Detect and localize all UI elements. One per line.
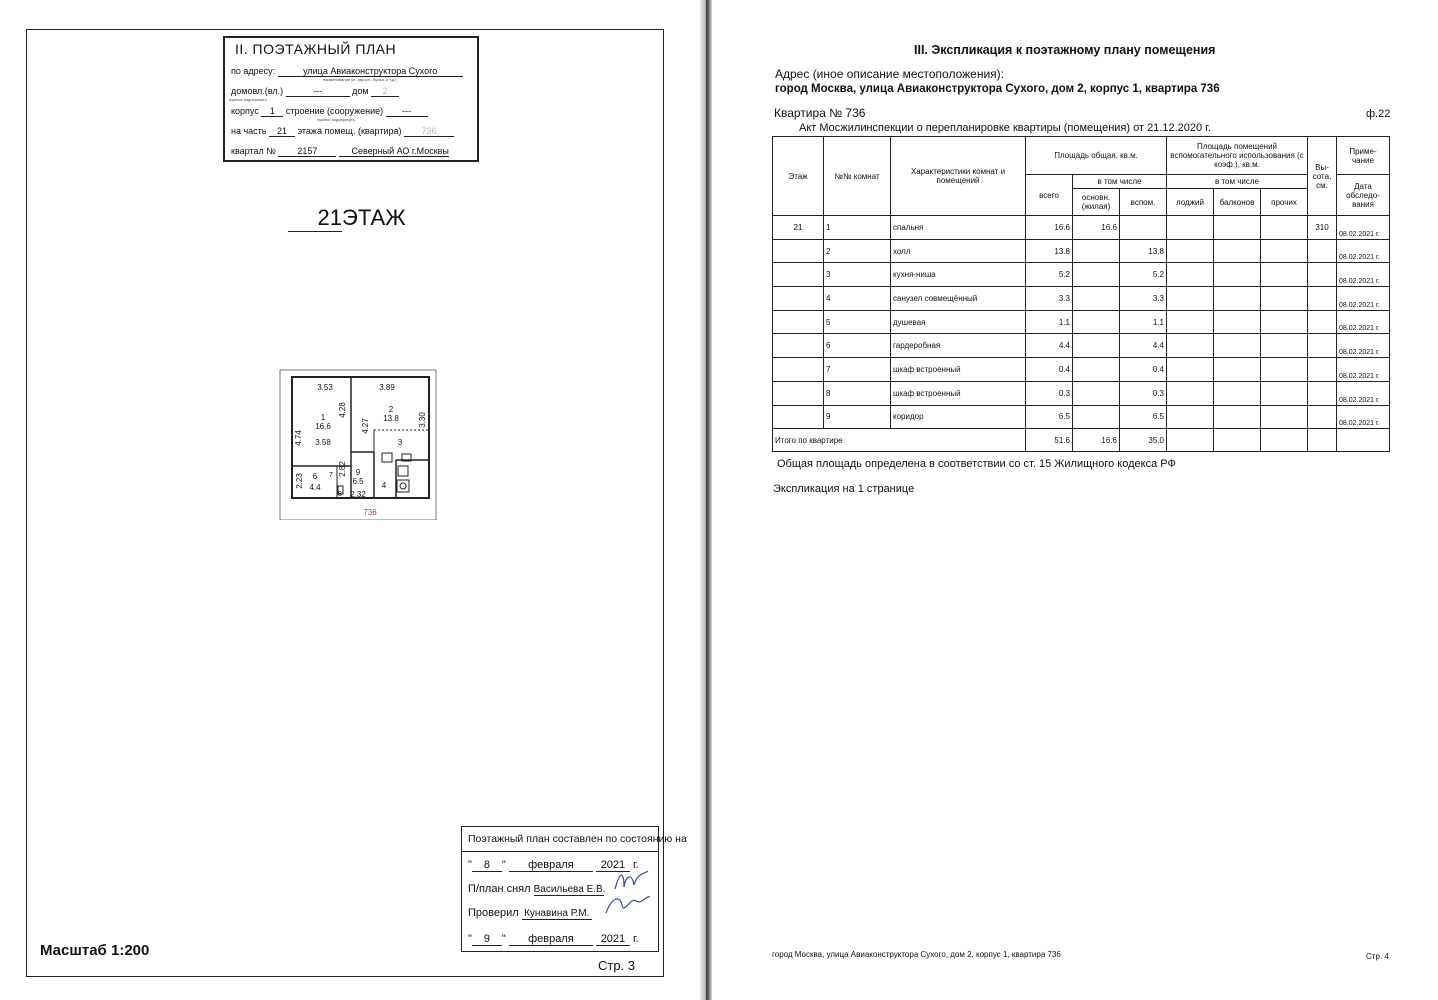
plan-dim-4: 4.27 [361, 418, 370, 434]
cell-room: 6 [824, 334, 891, 358]
floor-plan-page [0, 0, 700, 1000]
cell-main [1073, 381, 1120, 405]
cell-loggias [1167, 358, 1214, 382]
page-gutter [700, 0, 712, 1000]
cell-main [1073, 263, 1120, 287]
kvartal-value: 2157 [278, 146, 336, 157]
cell-main [1073, 358, 1120, 382]
plan-dim-10: 2.32 [350, 490, 366, 499]
stamp-title: II. ПОЭТАЖНЫЙ ПЛАН [235, 41, 397, 57]
address-stamp [223, 36, 479, 162]
cell-height [1308, 381, 1337, 405]
cell-aux: 4.4 [1120, 334, 1167, 358]
cell-height [1308, 310, 1337, 334]
table-row [773, 216, 1390, 240]
cell-date: 08.02.2021 г. [1337, 287, 1390, 311]
cell-loggias [1167, 216, 1214, 240]
th-including-2: в том числе [1167, 175, 1308, 189]
part-label: на часть [231, 126, 267, 136]
cell-date: 08.02.2021 г. [1337, 381, 1390, 405]
footer-address: город Москва, улица Авиаконструктора Сухого, дом 2, корпус 1, квартира 736 [772, 950, 1061, 959]
cell-room: 1 [824, 216, 891, 240]
plan-dim-7: 3.58 [315, 438, 331, 447]
table-row [773, 239, 1390, 263]
totals-label: Итого по квартире [773, 429, 1026, 452]
cell-height [1308, 334, 1337, 358]
cell-total: 13.8 [1026, 239, 1073, 263]
cell-aux [1120, 216, 1167, 240]
room8-number: 8 [338, 491, 342, 498]
date2-year: 2021 [596, 933, 630, 946]
scale-label: Масштаб 1:200 [40, 942, 150, 959]
address-hint: наименование ул. (просп., бульв. и т.д.) [323, 77, 397, 82]
cell-loggias [1167, 287, 1214, 311]
cell-balconies [1214, 405, 1261, 429]
date2-year-suffix: г. [633, 933, 639, 945]
room1-area: 16.6 [315, 422, 331, 431]
totals-main: 16.6 [1073, 429, 1120, 452]
cell-room: 2 [824, 239, 891, 263]
room2-area: 13.8 [383, 414, 399, 423]
cell-other [1261, 358, 1308, 382]
room9-number: 9 [355, 468, 361, 477]
cell-other [1261, 310, 1308, 334]
address-label: по адресу: [231, 66, 276, 76]
th-total: всего [1026, 175, 1073, 216]
date2-day: 9 [472, 933, 502, 946]
cell-balconies [1214, 381, 1261, 405]
cell-aux: 0.4 [1120, 358, 1167, 382]
totals-aux: 35.0 [1120, 429, 1167, 452]
cell-room: 9 [824, 405, 891, 429]
cell-date: 08.02.2021 г. [1337, 310, 1390, 334]
th-height: Вы-сота, см. [1308, 137, 1337, 216]
date1-year: 2021 [596, 859, 630, 872]
cell-date: 08.02.2021 г. [1337, 334, 1390, 358]
cell-loggias [1167, 310, 1214, 334]
cell-total: 6.5 [1026, 405, 1073, 429]
cell-floor [773, 334, 824, 358]
totals-total: 51.6 [1026, 429, 1073, 452]
cell-floor: 21 [773, 216, 824, 240]
cell-floor [773, 381, 824, 405]
cell-name: санузел совмещённый [891, 287, 1026, 311]
table-row [773, 334, 1390, 358]
plan-dim-9: 2.23 [295, 473, 304, 489]
cell-name: гардеробная [891, 334, 1026, 358]
cell-loggias [1167, 405, 1214, 429]
room6-area: 4.4 [309, 483, 321, 492]
address-value-right: город Москва, улица Авиаконструктора Сухого, дом 2, корпус 1, квартира 736 [775, 83, 1220, 95]
signature-checked-image [602, 891, 652, 921]
cell-loggias [1167, 263, 1214, 287]
cell-other [1261, 334, 1308, 358]
cell-date: 08.02.2021 г. [1337, 216, 1390, 240]
cell-date: 08.02.2021 г. [1337, 263, 1390, 287]
domovl-label: домовл.(вл.) [231, 86, 284, 96]
cell-total: 5.2 [1026, 263, 1073, 287]
cell-other [1261, 381, 1308, 405]
th-total-area: Площадь общая, кв.м. [1026, 137, 1167, 175]
cell-main [1073, 310, 1120, 334]
sign-header: Поэтажный план составлен по состоянию на [468, 833, 687, 845]
address-value: улица Авиаконструктора Сухого [278, 66, 463, 77]
plan-dim-5: 3.30 [418, 412, 427, 428]
cell-date: 08.02.2021 г. [1337, 358, 1390, 382]
date1-year-suffix: г. [633, 859, 639, 871]
floor-heading [288, 205, 406, 232]
table-row [773, 358, 1390, 382]
room4-number: 4 [381, 481, 387, 490]
cell-total: 1.1 [1026, 310, 1073, 334]
cell-floor [773, 263, 824, 287]
cell-balconies [1214, 310, 1261, 334]
cell-loggias [1167, 381, 1214, 405]
cell-balconies [1214, 358, 1261, 382]
th-aux-area: Площадь помещений вспомогательного использования (с коэф.), кв.м. [1167, 137, 1308, 175]
cell-other [1261, 405, 1308, 429]
cell-balconies [1214, 216, 1261, 240]
th-rooms: №№ комнат [824, 137, 891, 216]
cell-name: коридор [891, 405, 1026, 429]
cell-name: спальня [891, 216, 1026, 240]
part-value: 21 [269, 126, 295, 137]
cell-loggias [1167, 334, 1214, 358]
plan-dim-8: 2.82 [338, 461, 347, 477]
cell-aux: 6.5 [1120, 405, 1167, 429]
plan-dim-6: 4.74 [294, 430, 303, 446]
domovl-value: --- [286, 86, 350, 97]
room9-area: 6.5 [352, 477, 364, 486]
address-label-right: Адрес (иное описание местоположения): [775, 67, 1004, 81]
room1-number: 1 [320, 413, 326, 422]
dom-value: 2 [371, 86, 399, 97]
cell-aux: 5.2 [1120, 263, 1167, 287]
checked-name: Кунавина Р.М. [522, 908, 592, 920]
room6-number: 6 [312, 472, 318, 481]
cell-other [1261, 263, 1308, 287]
cell-height [1308, 287, 1337, 311]
th-other: прочих [1261, 189, 1308, 216]
cell-balconies [1214, 239, 1261, 263]
cell-room: 8 [824, 381, 891, 405]
th-survey-date: Дата обследо-вания [1337, 175, 1390, 216]
cell-main [1073, 239, 1120, 263]
plan-dim-1: 3.53 [317, 383, 333, 392]
cell-total: 0.4 [1026, 358, 1073, 382]
cell-name: холл [891, 239, 1026, 263]
cell-other [1261, 216, 1308, 240]
needed-hint-2: нужное подчеркнуть [317, 117, 355, 122]
floor-number: 21 [288, 205, 342, 232]
cell-aux: 3.3 [1120, 287, 1167, 311]
th-note: Приме-чание [1337, 137, 1390, 175]
part-suffix: этажа помещ. (квартира) [297, 126, 402, 136]
cell-room: 3 [824, 263, 891, 287]
cell-room: 7 [824, 358, 891, 382]
th-characteristics: Характеристики комнат и помещений [891, 137, 1026, 216]
th-aux: вспом. [1120, 189, 1167, 216]
cell-main: 16.6 [1073, 216, 1120, 240]
act-reference: Акт Мосжилинспекции о перепланировке квартиры (помещения) от 21.12.2020 г. [799, 122, 1211, 134]
floor-label: ЭТАЖ [342, 205, 406, 230]
page-number-right: Стр. 4 [1366, 952, 1389, 961]
cell-total: 16.6 [1026, 216, 1073, 240]
cell-height [1308, 263, 1337, 287]
pages-note: Экспликация на 1 странице [773, 483, 915, 495]
cell-date: 08.02.2021 г. [1337, 405, 1390, 429]
signature-block: Поэтажный план составлен по состоянию на " 8 " февраля 2021 г. П/план снял Васильева Е.В. Проверил Кунавина Р.М. " 9 " февраля 2021 г. [461, 826, 659, 952]
cell-name: кухня-ниша [891, 263, 1026, 287]
table-row [773, 381, 1390, 405]
date2-month: февраля [509, 933, 593, 946]
cell-other [1261, 287, 1308, 311]
cell-height [1308, 239, 1337, 263]
th-balconies: балконов [1214, 189, 1261, 216]
cell-name: шкаф встроенный [891, 358, 1026, 382]
table-row [773, 287, 1390, 311]
cell-balconies [1214, 263, 1261, 287]
taken-name: Васильева Е.В. [533, 884, 606, 895]
stroenie-value: --- [386, 106, 428, 117]
apartment-floor-plan [278, 368, 438, 520]
dom-label: дом [352, 86, 369, 96]
cell-name: шкаф встроенный [891, 381, 1026, 405]
cell-name: душевая [891, 310, 1026, 334]
cell-balconies [1214, 334, 1261, 358]
table-row [773, 263, 1390, 287]
cell-balconies [1214, 287, 1261, 311]
cell-floor [773, 405, 824, 429]
cell-main [1073, 405, 1120, 429]
stroenie-label: строение (сооружение) [285, 106, 384, 116]
room3-number: 3 [397, 438, 403, 447]
cell-height [1308, 405, 1337, 429]
kvartal-label: квартал № [231, 146, 276, 156]
explication-table [772, 136, 1390, 452]
cell-main [1073, 334, 1120, 358]
th-floor: Этаж [773, 137, 824, 216]
apartment-value: 736 [404, 126, 454, 137]
th-including: в том числе [1073, 175, 1167, 189]
needed-hint-1: нужное подчеркнуть [229, 97, 267, 102]
cell-height [1308, 358, 1337, 382]
apartment-number-right: Квартира № 736 [774, 106, 866, 120]
korpus-label: корпус [231, 106, 259, 116]
cell-floor [773, 239, 824, 263]
date1-day: 8 [472, 859, 502, 872]
cell-floor [773, 310, 824, 334]
th-main: основн. (жилая) [1073, 189, 1120, 216]
cell-total: 0.3 [1026, 381, 1073, 405]
table-row [773, 405, 1390, 429]
page-number-left: Стр. 3 [598, 958, 636, 973]
cell-total: 4.4 [1026, 334, 1073, 358]
area-note: Общая площадь определена в соответствии со ст. 15 Жилищного кодекса РФ [777, 458, 1176, 470]
cell-room: 5 [824, 310, 891, 334]
cell-other [1261, 239, 1308, 263]
checked-label: Проверил [468, 907, 519, 919]
table-row [773, 310, 1390, 334]
cell-total: 3.3 [1026, 287, 1073, 311]
cell-floor [773, 287, 824, 311]
cell-room: 4 [824, 287, 891, 311]
cell-height: 310 [1308, 216, 1337, 240]
cell-loggias [1167, 239, 1214, 263]
cell-date: 08.02.2021 г. [1337, 239, 1390, 263]
cell-aux: 13.8 [1120, 239, 1167, 263]
th-loggias: лоджий [1167, 189, 1214, 216]
taken-label: П/план снял [468, 883, 531, 895]
plan-dim-3: 4.28 [338, 402, 347, 418]
room7-number: 7 [329, 472, 333, 479]
cell-main [1073, 287, 1120, 311]
explication-title: III. Экспликация к поэтажному плану помещения [914, 43, 1216, 57]
plan-apartment-number: 736 [363, 508, 377, 517]
room2-number: 2 [388, 405, 394, 414]
cell-aux: 1.1 [1120, 310, 1167, 334]
cell-aux: 0.3 [1120, 381, 1167, 405]
cell-floor [773, 358, 824, 382]
plan-dim-2: 3.89 [379, 383, 395, 392]
korpus-value: 1 [261, 106, 283, 117]
district: Северный АО г.Москвы [339, 146, 449, 157]
form-number: ф.22 [1366, 108, 1391, 120]
date1-month: февраля [509, 859, 593, 872]
